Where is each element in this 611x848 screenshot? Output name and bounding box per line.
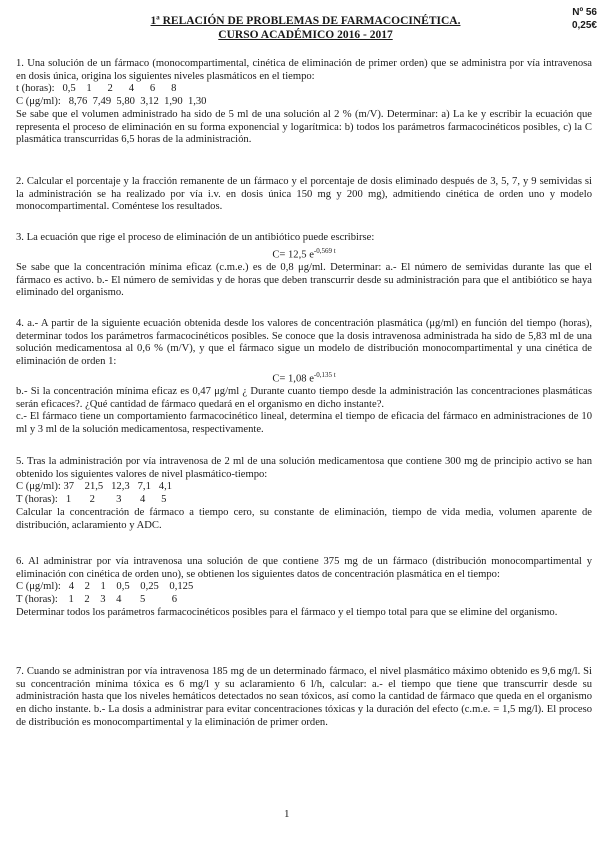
problem-1-statement: 1. Una solución de un fármaco (monocompartimental, cinética de eliminación de primer orden) que se administra por vía intravenosa en dosis única, origina los siguientes niveles plasmáticos en el tiempo: — [16, 58, 592, 82]
problem-3-questions: Se sabe que la concentración mínima eficaz (c.m.e.) es de 0,8 μg/ml. Determinar: a.- El número de semividas durante las que el fármaco es activo. b.- El número de semividas y de horas que deben transcurrir desde su administración para que el antibiótico se haya eliminado del organismo. — [16, 261, 592, 299]
problem-4-equation-base: C= 1,08 e — [272, 373, 314, 385]
title-line-1: 1ª RELACIÓN DE PROBLEMAS DE FARMACOCINÉTICA. — [150, 15, 461, 27]
problem-5-time-row: T (horas): 1 2 3 4 5 — [16, 494, 167, 506]
problem-4-equation-exponent: -0,135 t — [313, 370, 336, 379]
problem-4-part-b: b.- Si la concentración mínima eficaz es 0,47 μg/ml ¿ Durante cuanto tiempo desde la administración las concentraciones plasmáticas serán eficaces?. ¿Qué cantidad de fármaco quedará en el organismo en dicho instante?. — [16, 386, 592, 410]
problem-6-time-row: T (horas): 1 2 3 4 5 6 — [16, 594, 178, 606]
problem-6-conc-row: C (μg/ml): 4 2 1 0,5 0,25 0,125 — [16, 581, 194, 593]
problem-1-questions: Se sabe que el volumen administrado ha sido de 5 ml de una solución al 2 % (m/V). Determinar: a) La ke y escribir la ecuación que representa el proceso de eliminación en su forma exponencial y logarítmica: b) todos los parámetros farmacocinéticos posibles, c) la C plasmática transcurridas 6,5 horas de la administración. — [16, 108, 592, 146]
problem-1-time-row: t (horas): 0,5 1 2 4 6 8 — [16, 83, 177, 95]
problem-6-statement: 6. Al administrar por vía intravenosa una solución de que contiene 375 mg de un fármaco (distribución monocompartimental y eliminación con cinética de orden uno), se obtienen los siguientes datos de concentración plasmática en el tiempo: — [16, 556, 592, 580]
problem-3 — [16, 232, 592, 300]
problem-6-questions: Determinar todos los parámetros farmacocinéticos posibles para el fármaco y el tiempo total para que se elimine del organismo. — [16, 606, 558, 618]
document-price: 0,25€ — [571, 20, 597, 31]
problem-5-conc-row: C (μg/ml): 37 21,5 12,3 7,1 4,1 — [16, 481, 173, 493]
problem-5-questions: Calcular la concentración de fármaco a tiempo cero, su constante de eliminación, tiempo de vida media, volumen aparente de distribución, aclaramiento y ADC. — [16, 506, 592, 531]
problem-1-conc-row: C (μg/ml): 8,76 7,49 5,80 3,12 1,90 1,30 — [16, 96, 207, 108]
problem-3-equation-exponent: -0,569 t — [313, 246, 336, 255]
problem-2-statement: 2. Calcular el porcentaje y la fracción remanente de un fármaco y el porcentaje de dosis eliminado después de 3, 5, 7, y 9 semividas si la administración se ha realizado por vía i.v. en dosis única 150 mg y 200 mg), admitiendo cinética de orden uno y modelo monocompartimental. Coméntese los resultados. — [16, 176, 592, 213]
title-line-2: CURSO ACADÉMICO 2016 - 2017 — [218, 29, 393, 41]
problem-3-equation-base: C= 12,5 e — [272, 249, 314, 261]
problem-3-statement: 3. La ecuación que rige el proceso de eliminación de un antibiótico puede escribirse: — [16, 232, 375, 243]
problem-5-statement: 5. Tras la administración por vía intravenosa de 2 ml de una solución medicamentosa que contiene 300 mg de principio activo se han obtenido los siguientes valores de nivel plasmático-tiempo: — [16, 456, 592, 480]
problem-2 — [16, 176, 592, 214]
page-number: 1 — [284, 808, 290, 820]
problem-6 — [16, 556, 592, 620]
problem-7-statement: 7. Cuando se administran por vía intravenosa 185 mg de un determinado fármaco, el nivel plasmático máximo obtenido es 9,6 mg/l. Si su concentración mínima tóxica es 6 mg/l y su aclaramiento 6 l/h, calcular: a.- el tiempo que tiene que transcurrir desde su administración hasta que los niveles hemáticos detectados no sean tóxicos, así como la cantidad de fármaco que queda en el organismo en dicho instante. b.- La dosis a administrar para evitar concentraciones tóxicas y la duración del efecto (c.m.e. = 1,5 mg/l). El proceso de distribución es monocompartimental y la eliminación de primer orden. — [16, 666, 592, 728]
problem-1 — [16, 58, 592, 147]
problem-7 — [16, 666, 592, 730]
problem-4-part-c: c.- El fármaco tiene un comportamiento farmacocinético lineal, determina el tiempo de eficacia del fármaco en administraciones de 10 ml y 3 ml de la solución medicamentosa, respectivamente. — [16, 411, 592, 436]
problem-5 — [16, 456, 592, 532]
problem-4 — [16, 318, 592, 437]
document-code: Nº 56 — [572, 7, 597, 18]
problem-4-equation — [16, 369, 592, 386]
problem-4-statement: 4. a.- A partir de la siguiente ecuación obtenida desde los valores de concentración plasmática (μg/ml) en función del tiempo (horas), determinar todos los parámetros farmacocinéticos posibles. Se conoce que la dosis intravenosa administrada ha sido de 5,83 ml de una solución medicamentosa al 0,6 % (m/V), y que el fármaco sigue un modelo de distribución monocompartimental y una cinética de eliminación de orden 1: — [16, 318, 592, 368]
document-title — [0, 14, 611, 42]
problem-3-equation — [16, 245, 592, 262]
